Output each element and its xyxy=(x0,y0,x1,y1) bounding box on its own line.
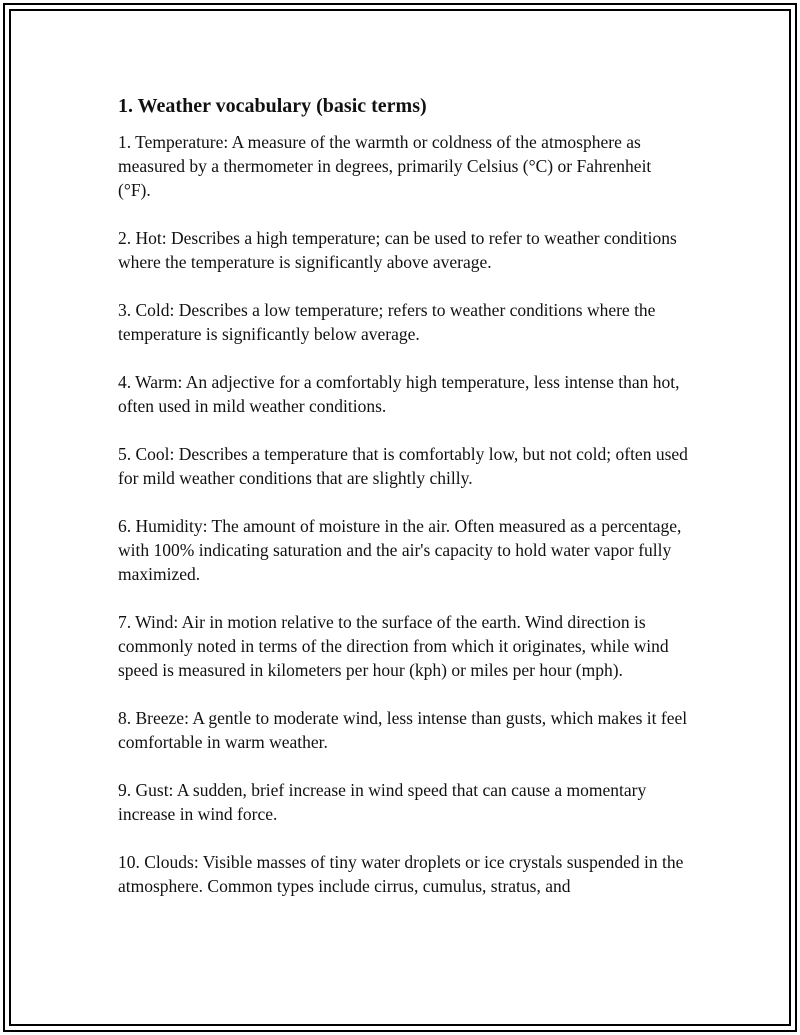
vocabulary-item-humidity: 6. Humidity: The amount of moisture in the air. Often measured as a percentage, with 100% indicating saturation and the air's capacity to hold water vapor fully maximized. xyxy=(118,516,682,584)
vocabulary-item-warm: 4. Warm: An adjective for a comfortably high temperature, less intense than hot, often used in mild weather conditions. xyxy=(118,372,680,416)
vocabulary-item-hot: 2. Hot: Describes a high temperature; can be used to refer to weather conditions where the temperature is significantly above average. xyxy=(118,228,677,272)
vocabulary-item-cold: 3. Cold: Describes a low temperature; refers to weather conditions where the temperature is significantly below average. xyxy=(118,300,656,344)
vocabulary-item-wind: 7. Wind: Air in motion relative to the surface of the earth. Wind direction is commonly noted in terms of the direction from which it originates, while wind speed is measured in kilometers per hour (kph) or miles per hour (mph). xyxy=(118,612,669,680)
vocabulary-item-temperature: 1. Temperature: A measure of the warmth or coldness of the atmosphere as measured by a thermometer in degrees, primarily Celsius (°C) or Fahrenheit (°F). xyxy=(118,132,652,200)
document-body xyxy=(118,92,688,932)
vocabulary-item-cool: 5. Cool: Describes a temperature that is comfortably low, but not cold; often used for mild weather conditions that are slightly chilly. xyxy=(118,444,688,488)
section-heading: 1. Weather vocabulary (basic terms) xyxy=(118,95,427,117)
vocabulary-item-gust: 9. Gust: A sudden, brief increase in wind speed that can cause a momentary increase in wind force. xyxy=(118,780,647,824)
vocabulary-item-breeze: 8. Breeze: A gentle to moderate wind, less intense than gusts, which makes it feel comfortable in warm weather. xyxy=(118,708,688,752)
vocabulary-item-clouds: 10. Clouds: Visible masses of tiny water droplets or ice crystals suspended in the atmosphere. Common types include cirrus, cumulus, stratus, and xyxy=(118,852,684,896)
vocabulary-list xyxy=(118,130,688,898)
